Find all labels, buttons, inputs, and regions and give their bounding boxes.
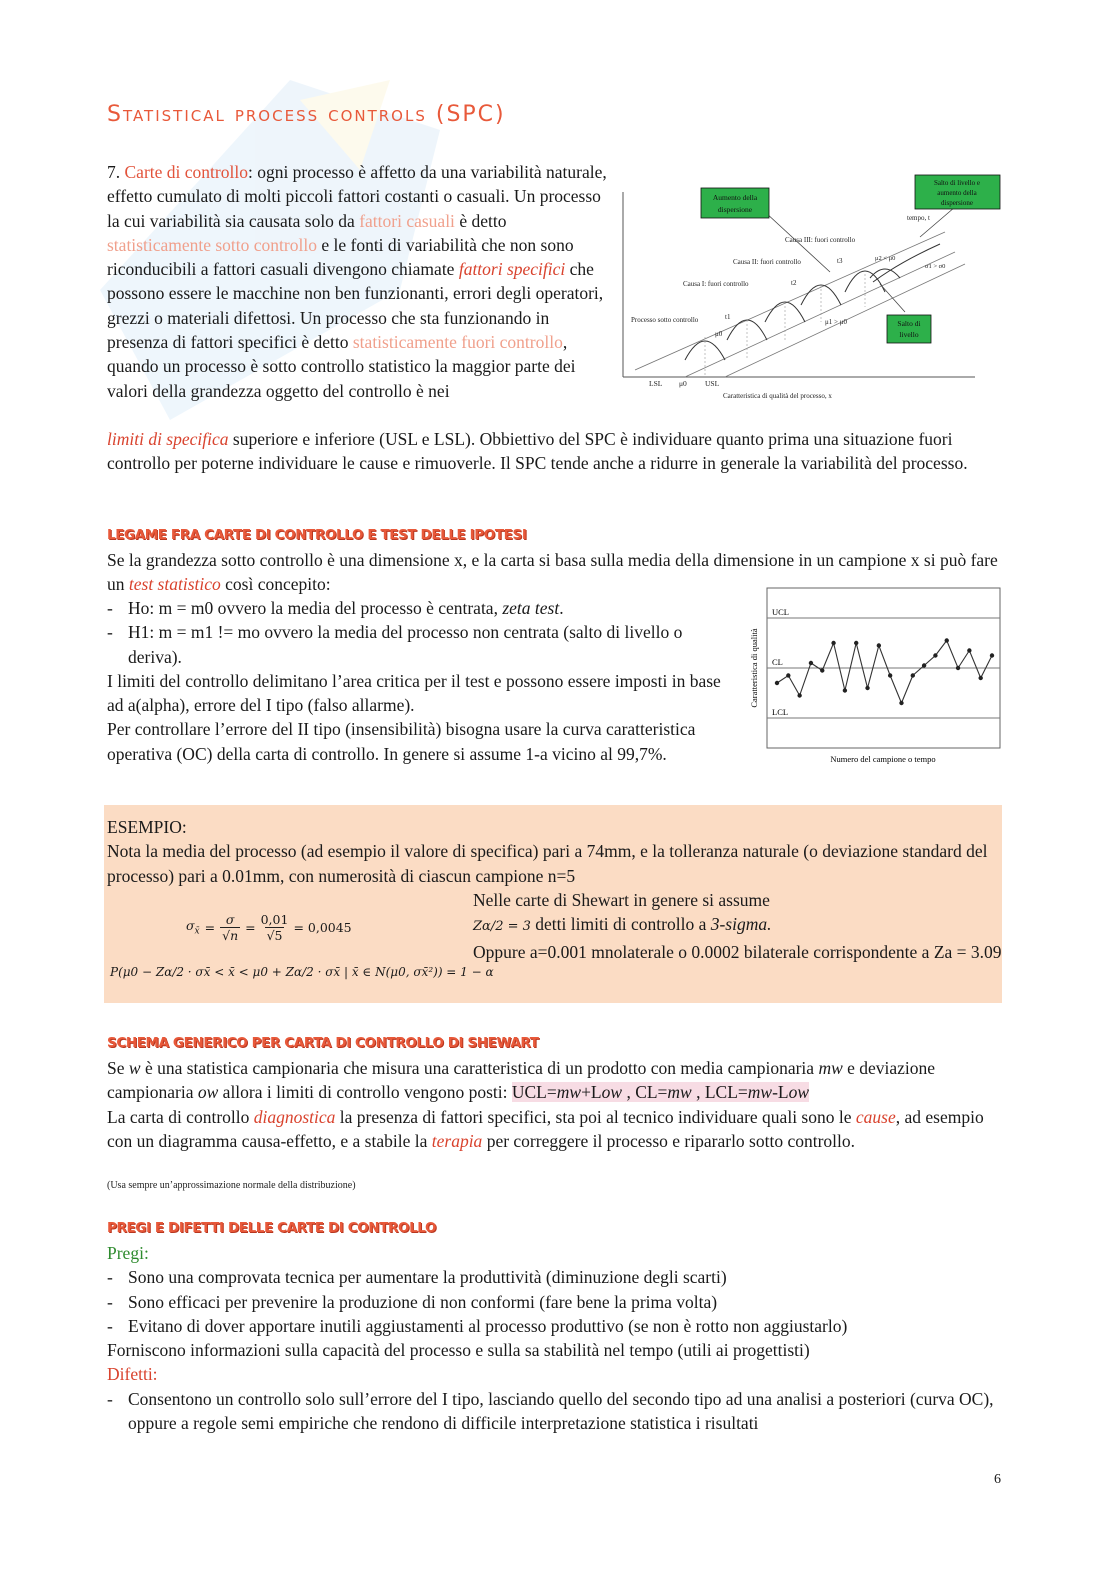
legame-list-block: - Ho: m = m0 ovvero la media del processo è centrata, zeta test. - H1: m = m1 != mo ovvero la media del processo non centrata (salto di livello o deriva). I limiti del controllo delimitano l’area critica per il test e possono essere imposti in base ad a(alpha), errore del I tipo (falso allarme). Per controllare l’errore del II tipo (insensibilità) bisogna usare la curva caratteristica operativa (OC) della carta di controllo. In genere si assume 1-a vicino al 99,7%. [107,596,737,766]
chart-x-axis-label: Numero del campione o tempo [830,754,936,764]
chart-y-axis-label: Caratteristica di qualità [749,628,759,708]
difetti-list [107,1387,1007,1436]
usl-label: USL [705,379,720,388]
difetti-label: Difetti: [107,1364,158,1385]
example-text: ESEMPIO: Nota la media del processo (ad esempio il valore di specifica) pari a 74mm, e la tolleranza naturale (o deviazione standard del processo) pari a 0.01mm, con numerosità di ciascun campione n=5 [107,817,988,886]
term-fattori-specifici: fattori specifici [458,259,566,280]
sigma-label: σ1 > σ0 [925,263,946,270]
data-point [978,676,982,680]
mu-label: μ0 [679,379,687,388]
pregi-difetti-text [107,1241,1007,1435]
list-item: - Consentono un controllo solo sull’errore del I tipo, lasciando quello del secondo tipo ad una analisi a posteriori (curva OC), oppure a regole semi empiriche che rendono di difficile interpretazione statistica i risultati [107,1387,1007,1436]
cause-label: Causa I: fuori controllo [683,280,749,288]
data-point [775,681,779,685]
data-point [911,673,915,677]
formula-z: Zα/2 = 3 [473,919,531,935]
footnote: (Usa sempre un’approssimazione normale della distribuzione) [107,1180,356,1191]
box-label: aumento della [937,189,977,197]
x-axis-label: Caratteristica di qualità del processo, x [723,392,832,400]
data-point [933,653,937,657]
reference-label-ucl: UCL [772,607,789,617]
term-fattori-casuali: fattori casuali [359,210,455,231]
page-title: Statistical process controls (SPC) [107,102,506,127]
data-point [888,673,892,677]
intro-paragraph-continued: limiti di specifica superiore e inferiore (USL e LSL). Obbiettivo del SPC è individuare quanto prima una situazione fuori controllo per poterne individuare le cause e rimuoverle. Il SPC tende anche a ridurre in generale la variabilità del processo. [107,429,968,474]
pregi-label: Pregi: [107,1243,149,1263]
reference-label-lcl: LCL [772,707,789,717]
term-statisticamente-fuori-controllo: statisticamente fuori controllo [352,332,563,353]
time-label: t2 [791,279,797,287]
mu-label: μ0 [715,330,723,338]
data-point [990,653,994,657]
data-point [820,668,824,672]
box-label: dispersione [941,199,973,207]
page-number: 6 [994,1472,1001,1487]
mu-label: μ1 > μ0 [825,318,847,326]
box-label: Aumento della [712,193,758,202]
process-shift-figure [615,172,1007,404]
data-point [865,686,869,690]
data-point [967,648,971,652]
term-diagnostica: diagnostica [253,1106,336,1127]
axis-label: tempo, t [907,214,930,222]
term-cause: cause [855,1106,896,1127]
legame-text: Se la grandezza sotto controllo è una dimensione x, e la carta si basa sulla media della dimensione in un campione x si può fare un test statistico così concepito: [107,550,998,595]
term-carte-di-controllo: Carte di controllo [124,162,248,182]
mu-label: μ2 < μ0 [875,255,896,262]
list-item: - H1: m = m1 != mo ovvero la media del processo non centrata (salto di livello o deriva). [107,620,737,669]
box-label: livello [899,330,919,339]
section-heading-legame: LEGAME FRA CARTE DI CONTROLLO E TEST DELLE IPOTESI [107,527,527,543]
cause-label: Causa II: fuori controllo [733,258,801,266]
data-point [843,688,847,692]
box-label: dispersione [717,205,753,214]
formula-probability: P(μ0 − Zα/2 · σx̄ < x̄ < μ0 + Zα/2 · σx̄ | x̄ ∈ N(μ0, σx̄²)) = 1 − α [110,965,494,979]
example-right-text: Nelle carte di Shewart in genere si assume Zα/2 = 3 detti limiti di controllo a 3-sigma. Oppure a=0.001 mnolaterale o 0.0002 bilaterale corrispondente a Za = 3.09 [473,890,1002,962]
list-item: - Ho: m = m0 ovvero la media del processo è centrata, zeta test. [107,596,737,620]
cause-label: Causa III: fuori controllo [785,236,856,244]
data-point [899,701,903,705]
schema-text: Se w è una statistica campionaria che misura una caratteristica di un prodotto con media campionaria mw e deviazione campionaria ow allora i limiti di controllo vengono posti: UCL=mw+Low , CL=mw , LCL=mw-Low La carta di controllo diagnostica la presenza di fattori specifici, sta poi al tecnico individuare quali sono le cause, ad esempio con un diagramma causa-effetto, e a stabile la terapia per correggere il processo e ripararlo sotto controllo. [107,1058,984,1151]
data-point [922,663,926,667]
data-point [797,693,801,697]
time-label: t3 [837,257,843,265]
section-heading-pregi: PREGI E DIFETTI DELLE CARTE DI CONTROLLO [107,1220,437,1236]
data-point [945,638,949,642]
list-item: - Sono efficaci per prevenire la produzione di non conformi (fare bene la prima volta) [107,1290,1007,1314]
data-point [809,661,813,665]
data-point [854,641,858,645]
section-heading-schema: SCHEMA GENERICO PER CARTA DI CONTROLLO DI SHEWART [107,1035,539,1051]
series-line [777,641,992,704]
data-point [877,643,881,647]
list-item-unbulleted: Forniscono informazioni sulla capacità del processo e sulla sa stabilità nel tempo (utili ai progettisti) [107,1340,810,1361]
lsl-label: LSL [649,379,663,388]
cause-label: Processo sotto controllo [631,316,699,324]
pregi-list [107,1265,1007,1338]
term-limiti-di-specifica: limiti di specifica [107,429,229,449]
term-statisticamente-sotto-controllo: statisticamente sotto controllo [107,234,317,255]
time-label: t1 [725,313,731,321]
reference-label-cl: CL [772,657,783,667]
formula-sigma: $\sigma_{x̄}$ = $\frac{\sigma}{√n}$ = $\frac{0,01}{√5}$ = 0,0045 [186,912,352,943]
box-label: Salto di livello e [933,179,981,187]
data-point [831,641,835,645]
data-point [956,666,960,670]
term-terapia: terapia [431,1130,483,1151]
intro-paragraph: 7. Carte di controllo: ogni processo è affetto da una variabilità naturale, effetto cumulato di molti piccoli fattori costanti o casuali. Un processo la cui variabilità sia causata solo da fattori casuali è detto statisticamente sotto controllo e le fonti di variabilità che non sono riconducibili a fattori casuali divengono chiamate fattori specifici che possono essere le macchine non ben funzionanti, errori degli operatori, grezzi o materiali difettosi. Un processo che sta funzionando in presenza di fattori specifici è detto statisticamente fuori controllo, quando un processo è sotto controllo statistico la maggior parte dei valori della grandezza oggetto del controllo è nei [107,162,607,401]
term-test-statistico: test statistico [128,574,221,595]
control-chart [742,583,1004,768]
list-item: - Sono una comprovata tecnica per aumentare la produttività (diminuzione degli scarti) [107,1265,1007,1289]
data-point [786,673,790,677]
control-limits-formula: UCL=mw+Low , CL=mw , LCL=mw-Low [511,1082,810,1103]
list-item: - Evitano di dover apportare inutili aggiustamenti al processo produttivo (se non è rotto non aggiustarlo) [107,1314,1007,1338]
box-label: Salto di [897,319,921,328]
